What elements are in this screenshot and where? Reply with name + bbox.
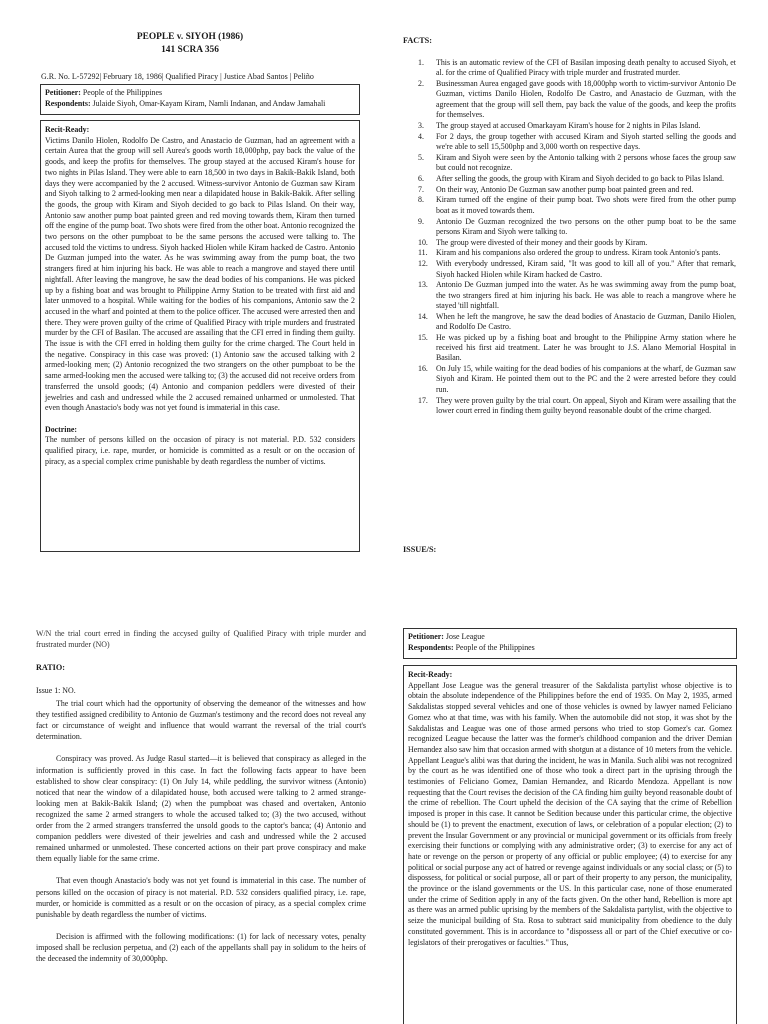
recit-ready-text: Victims Danilo Hiolen, Rodolfo De Castro, and Anastacio de Guzman, had an agreement with a certain Aurea that the group will sell Aurea's goods worth 18,000php, pay back the value of the goods, and keep the profits for themselves. The group stayed at the accused Kiram's house for two nights in Pilas Island. They were able to earn 18,500 in two days in Bakik-Bakik Island, both days they were accompanied by the 2 accused. Witness-survivor Antonio de Guzman saw Kiram and Siyoh talking to 2 armed-looking men near a dilapidated house in Bakik-Bakik. After selling the goods, the group with Kiram and Siyoh decided to go back to Pilas Island. On their way, Antonio saw another pump boat painted green and red moving towards them, Kiram then turned off the engine of the pump boat. Two shots were fired from the other boat. Antonio recognized the two persons on the other pumpboat to be the same persons the accused were talking to. The accused told the victims to undress. Siyoh hacked Hiolen while Kiram hacked de Castro. Antonio De Guzman jumped into the water. As he was swimming away from the pump boat, the two strangers fired at him injuring his back. He was able to reach a mangrove and stayed there until nightfall. After leaving the mangrove, he saw the dead bodies of his companions. He was picked up by a fishing boat and was brought to Philippine Army Station to be treated with first aid and later unmoved to a hospital. While waiting for the bodies of his companions, Antonio saw the 2 accused in the wharf and pointed at them to the police officer. The accused were arrested then and there. They were proven guilty of the crime of Qualified Piracy with triple murders and frustrated murder by the CFI of Basilan. The accused are assailing that the CFI erred in finding them guilty. The issue is with the CFI erred in holding them guilty for the crime charged. The Court held in the negative. Conspiracy in this case was proved: (1) Antonio saw the accused talking with 2 armed-looking men; (2) Antonio recognized the two strangers on the other pumpboat to be the same armed-looking men the accused were talking to; (3) the accused did not receive orders from transferred the unsold goods; (4) Antonio and companion peddlers were divested of their jewelries and cash and undressed while the 2 accused remained unharmed or unmolested. That even though Anastacio's body was not yet found is immaterial in this case. xyxy=(45,135,355,413)
respondents-value: Julaide Siyoh, Omar-Kayam Kiram, Namli Indanan, and Andaw Jamahali xyxy=(92,98,326,108)
respondents-value: People of the Philippines xyxy=(455,642,535,652)
respondents-label: Respondents: xyxy=(408,642,454,652)
facts-heading: FACTS: xyxy=(403,36,432,45)
case-citation-scra: 141 SCRA 356 xyxy=(161,45,219,55)
fact-item: 10. The group were divested of their money and their goods by Kiram. xyxy=(418,237,648,247)
fact-item: 6. After selling the goods, the group with Kiram and Siyoh decided to go back to Pilas Island. xyxy=(418,173,724,183)
parties-box-2 xyxy=(403,628,737,659)
fact-item: 8. Kiram turned off the engine of their pump boat. Two shots were fired from the other pump boat as it moved towards them. xyxy=(418,195,736,215)
fact-item: 12. With everybody undressed, Kiram said, "It was good to kill all of you." After that remark, Siyoh hacked Hiolen while Kiram hacked de Castro. xyxy=(418,259,736,279)
recit-ready-text: Appellant Jose League was the general treasurer of the Sakdalista partylist whose objective is to obtain the absolute independence of the Philippines before the end of 1935. On May 2, 1935, armed Sakdalistas stopped several vehicles and one of those vehicles is owned by lawyer named Feliciano Gomez who at that time, was with his family. When the automobile did not stop, it was shot by the Sakdalistas and League was one of those armed persons who tried to stop Gomez's car. Gomez recognized League because the latter was the former's childhood companion and the driver Demian Hernandez also saw him that occasion armed with shotgun at a distance of 10 meters from the vehicle. Appellant League's alibi was that during the incident, he was in Manila. Such alibi was not recognized by the court as he was identified one of those who took a direct part in the uprising through the testimonies of Feliciano Gomez, Damian Hernandez, and Ricardo Mendoza. Appellant is now requesting that the Court revises the decision of the CA finding him guilty beyond reasonable doubt of the crime of rebellion. The Court upheld the decision of the CA saying that the crime of Rebellion imposed is proper in this case. It cannot be Sedition because under this particular crime, the objective should be (1) to prevent the enactment, execution of laws, or celebration of a popular election; (2) to prevent the Insular Government or any provincial or municipal government or its officials from freely exercising their functions or complying with any administrative order; (3) to exercise for any act of hate or revenge on the person or property of any official or public employee; (4) to exercise for any political or social purpose any act of hatred or revenge against individuals or any social class; or (5) to dispossess, for political or social purpose, all or part of their property to any person, the municipality, the province or the island governments or the US. In this particular case, none of those enumerated under the crime of Sedition apply in any of the facts given. On the other hand, Rebellion is more apt as there was an armed public uprising by the members of the Sakdalista partylist, with the objective to seize the municipal building of Sta. Rosa to subtract said municipality from obedience to the duly constituted government. This is in accordance to "dispossess all or part of the Chief executive or co-legislators of their prerogatives or faculties." Thus, xyxy=(408,680,732,947)
fact-item: 1. This is an automatic review of the CFI of Basilan imposing death penalty to accused Siyoh, et al. for the crime of Qualified Piracy with triple murder and frustrated murder. xyxy=(418,58,736,78)
facts-list xyxy=(403,58,736,417)
page-separator xyxy=(0,600,768,608)
ratio-paragraph: That even though Anastacio's body was not yet found is immaterial in this case. The number of persons killed on the occasion of piracy is not material. P.D. 532 considers qualified piracy, i.e. rape, murder, or homicide is committed as a result or on the occasion of piracy, as a special complex crime punishable by death regardless the number of victims. xyxy=(36,876,366,919)
fact-item: 7. On their way, Antonio De Guzman saw another pump boat painted green and red. xyxy=(418,184,694,194)
fact-item: 17. They were proven guilty by the trial court. On appeal, Siyoh and Kiram were assailing that the lower court erred in finding them guilty beyond reasonable doubt of the crime charged. xyxy=(418,395,736,415)
fact-item: 14. When he left the mangrove, he saw the dead bodies of Anastacio de Guzman, Danilo Hiolen, and Rodolfo De Castro. xyxy=(418,311,736,331)
ratio-body xyxy=(36,685,366,975)
parties-box xyxy=(40,84,360,115)
recit-box xyxy=(40,120,360,552)
case-reference-line: G.R. No. L-57292| February 18, 1986| Qualified Piracy | Justice Abad Santos | Peliño xyxy=(41,72,314,81)
fact-item: 2. Businessman Aurea engaged gave goods with 18,000php worth to victim-survivor Antonio De Guzman, victims Danilo Hiolen, Rodolfo De Castro, and Anastacio de Guzman, with the agreement that the group will sell them, pay back the value of the goods, and keep the profits for themselves. xyxy=(418,79,736,119)
fact-item: 9. Antonio De Guzman recognized the two persons on the other pump boat to be the same persons Kiram and Siyoh were talking to. xyxy=(418,216,736,236)
doctrine-text: The number of persons killed on the occasion of piracy is not material. P.D. 532 considers qualified piracy, i.e. rape, murder, or homicide is committed as a result or on the occasion of piracy, as a special complex crime punishable by death regardless the number of victims. xyxy=(45,435,355,466)
fact-item: 4. For 2 days, the group together with accused Kiram and Siyoh started selling the goods and we're able to sell 15,500php and 3,000 worth on respective days. xyxy=(418,131,736,151)
ratio-paragraph: Conspiracy was proved. As Judge Rasul started—it is believed that conspiracy as alleged in the information is sufficiently proved in this case. In fact the following facts appear to have been established to show clear conspiracy: (1) On July 14, while peddling, the survivor witness (Antonio) noticed that near the window of a dilapidated house, both accused were talking to 2 armed strange-looking men at Bakik-Bakik Island; (2) when the pumpboat was chased and overtaken, Antonio recognized the same 2 armed strangers to whole the accused talked to; (3) the two accused, without order from the 2 armed strangers transferred the unsold goods to the captor's banca; (4) Antonio and companion peddlers were divested of their jewelries and cash and undressed while the 2 accused remained unharmed or unmolested. These concerted actions on their part prove conspiracy and make them equally liable for the same crime. xyxy=(36,754,366,864)
fact-item: 13. Antonio De Guzman jumped into the water. As he was swimming away from the pump boat, the two strangers fired at him injuring his back. He was able to reach a mangrove where he stayed 'till nightfall. xyxy=(418,280,736,310)
recit-box-2 xyxy=(403,665,737,1024)
recit-ready-label: Recit-Ready: xyxy=(408,670,453,679)
ratio-paragraph: The trial court which had the opportunity of observing the demeanor of the witnesses and how they testified assigned credibility to Antonio de Guzman's testimony and the record does not reveal any fact or circumstance of weight and influence that would warrant the reversal of the trial court's determination. xyxy=(36,699,366,742)
petitioner-label: Petitioner: xyxy=(408,632,444,641)
doctrine-label: Doctrine: xyxy=(45,424,77,434)
fact-item: 3. The group stayed at accused Omarkayam Kiram's house for 2 nights in Pilas Island. xyxy=(418,120,701,130)
ratio-issue-label: Issue 1: NO. xyxy=(36,686,76,695)
petitioner-label: Petitioner: xyxy=(45,88,81,97)
respondents-label: Respondents: xyxy=(45,98,91,108)
petitioner-value: Jose League xyxy=(445,632,485,641)
fact-item: 16. On July 15, while waiting for the dead bodies of his companions at the wharf, de Guzman saw Siyoh and Kiram. He pointed them out to the PC and the 2 were arrested before they could run. xyxy=(418,364,736,394)
petitioner-value: People of the Philippines xyxy=(82,88,163,97)
recit-ready-label: Recit-Ready: xyxy=(45,125,90,134)
case-title: PEOPLE v. SIYOH (1986) xyxy=(136,32,244,42)
fact-item: 11. Kiram and his companions also ordered the group to undress. Kiram took Antonio's pants. xyxy=(418,248,721,258)
issues-heading: ISSUE/S: xyxy=(403,545,437,554)
ratio-heading: RATIO: xyxy=(36,663,65,672)
fact-item: 5. Kiram and Siyoh were seen by the Antonio talking with 2 persons whose faces the group saw but could not recognize. xyxy=(418,152,736,172)
ratio-paragraph: Decision is affirmed with the following modifications: (1) for lack of necessary votes, penalty imposed shall be reclusion perpetua, and (2) each of the appellants shall pay in solidum to the heirs of the deceased the indemnity of 30,000php. xyxy=(36,931,366,963)
document-page-2 xyxy=(0,600,768,1024)
fact-item: 15. He was picked up by a fishing boat and brought to the Philippine Army station where he received his first aid treatment. Later he was brought to J.S. Alano Memorial Hospital in Basilan. xyxy=(418,332,736,363)
issue-question: W/N the trial court erred in finding the accysed guilty of Qualified Piracy with triple murder and frustrated murder (NO) xyxy=(36,629,366,650)
